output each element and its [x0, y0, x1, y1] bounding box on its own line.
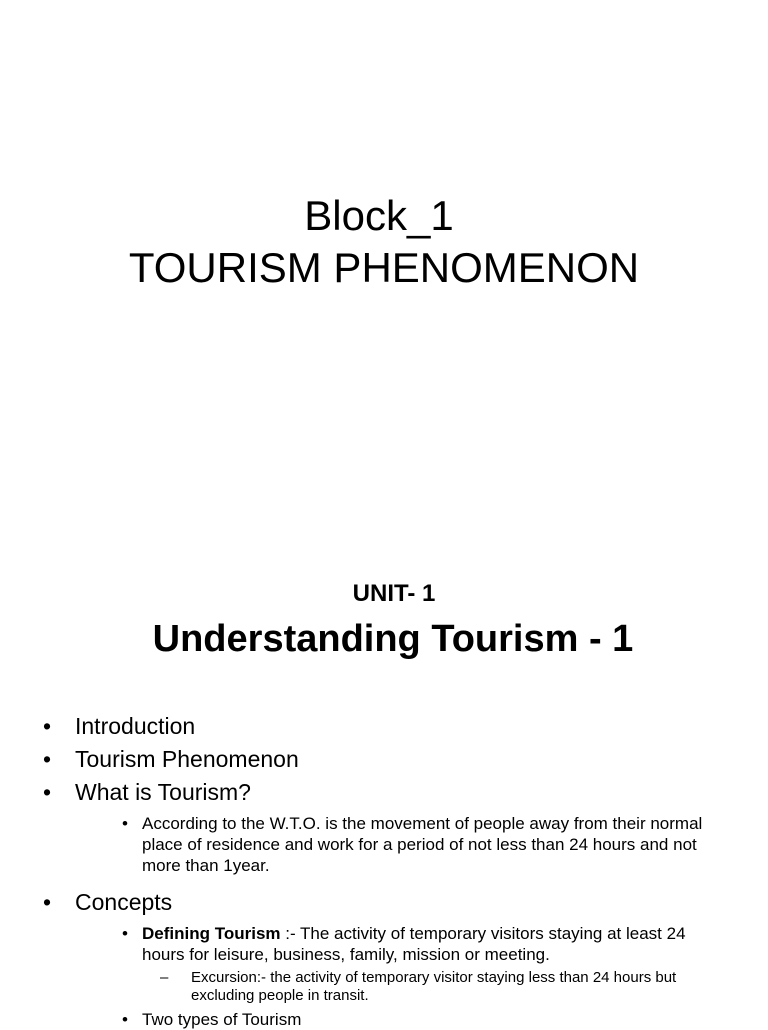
bullet: •	[43, 713, 52, 739]
outline-item-label: Concepts	[75, 889, 173, 915]
defining-tourism-text: :- The activity of temporary visitors staying at least 24 hours for leisure, business, family, mission or meeting.	[142, 924, 686, 964]
outline-subitem-defining-tourism	[0, 923, 768, 965]
unit-label: UNIT- 1	[352, 580, 436, 607]
slide-title	[0, 190, 768, 294]
bullet: •	[122, 1010, 128, 1029]
block-title: Block_1	[304, 192, 454, 239]
defining-tourism-term: Defining Tourism	[142, 924, 281, 943]
bullet: •	[122, 814, 128, 833]
outline-subitem-text: Two types of Tourism	[142, 1010, 302, 1029]
outline-subitem-two-types	[0, 1009, 768, 1030]
bullet: •	[122, 924, 128, 943]
bullet: •	[43, 889, 52, 915]
outline-item-label: Introduction	[75, 713, 196, 739]
outline-list	[0, 710, 768, 1030]
outline-item-label: Tourism Phenomenon	[75, 746, 299, 772]
bullet: •	[43, 746, 52, 772]
bullet: •	[43, 779, 52, 805]
unit-header	[0, 578, 768, 664]
block-subtitle: TOURISM PHENOMENON	[128, 244, 640, 291]
dash-bullet: –	[160, 969, 169, 986]
outline-subitem-text: According to the W.T.O. is the movement of people away from their normal place of residence and work for a period of not less than 24 hours and not more than 1year.	[142, 814, 703, 875]
outline-item-label: What is Tourism?	[75, 779, 251, 805]
outline-item-concepts	[0, 886, 768, 919]
outline-subsubitem-excursion	[0, 969, 768, 1005]
unit-title: Understanding Tourism - 1	[152, 618, 634, 660]
outline-subitem-wto-definition	[0, 813, 768, 876]
outline-item-what-is-tourism	[0, 776, 768, 809]
outline-subsubitem-text: Excursion:- the activity of temporary visitor staying less than 24 hours but excluding people in transit.	[191, 969, 677, 1004]
outline-item-introduction	[0, 710, 768, 743]
outline-item-phenomenon	[0, 743, 768, 776]
